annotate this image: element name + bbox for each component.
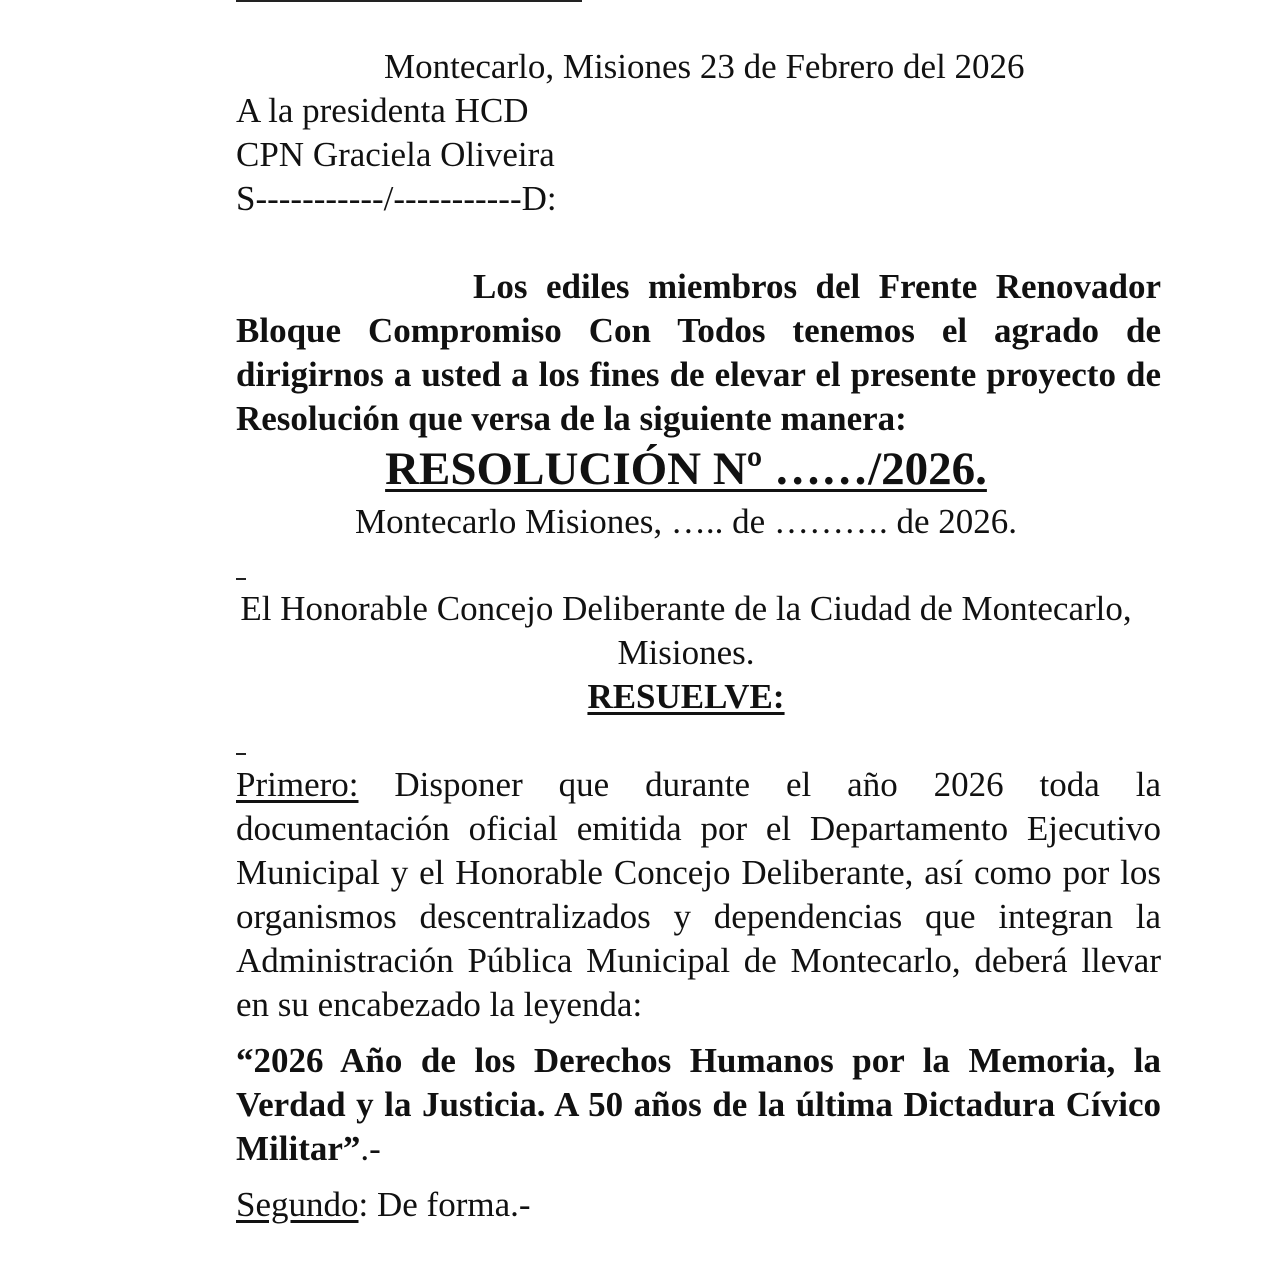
article-legend <box>236 1039 1161 1171</box>
salutation: S-----------/-----------D: <box>236 179 557 218</box>
article-first-text: Disponer que durante el año 2026 toda la documentación oficial emitida por el Departamento Ejecutivo Municipal y el Honorable Concejo Deliberante, así como por los organismos descentralizados y dependencias que integran la Administración Pública Municipal de Montecarlo, deberá llevar en su encabezado la leyenda: <box>236 765 1161 1024</box>
dash-mark <box>236 753 246 755</box>
addressee: A la presidenta HCD <box>236 91 529 130</box>
resolution-title: RESOLUCIÓN Nº ……/2026. <box>385 443 987 495</box>
legend-tail: .- <box>360 1129 381 1168</box>
article-first <box>236 763 1161 1027</box>
article-second-label: Segundo <box>236 1185 359 1224</box>
resuelve-heading: RESUELVE: <box>587 677 785 716</box>
addressee-name: CPN Graciela Oliveira <box>236 135 555 174</box>
top-rule <box>236 0 582 2</box>
intro-paragraph: Los ediles miembros del Frente Renovador Bloque Compromiso Con Todos tenemos el agrado de dirigirnos a usted a los fines de elevar el presente proyecto de Resolución que versa de la siguiente manera: <box>236 267 1161 438</box>
dash-mark <box>236 578 246 580</box>
resolution-place-date: Montecarlo Misiones, ….. de ………. de 2026. <box>355 502 1017 541</box>
article-second <box>236 1183 1161 1227</box>
date-line: Montecarlo, Misiones 23 de Febrero del 2026 <box>384 47 1025 86</box>
legend-text: “2026 Año de los Derechos Humanos por la Memoria, la Verdad y la Justicia. A 50 años de la última Dictadura Cívico Militar” <box>236 1041 1161 1168</box>
council-heading: El Honorable Concejo Deliberante de la Ciudad de Montecarlo, Misiones. <box>240 589 1132 672</box>
article-first-label: Primero: <box>236 765 359 804</box>
article-second-text: : De forma.- <box>358 1185 531 1224</box>
